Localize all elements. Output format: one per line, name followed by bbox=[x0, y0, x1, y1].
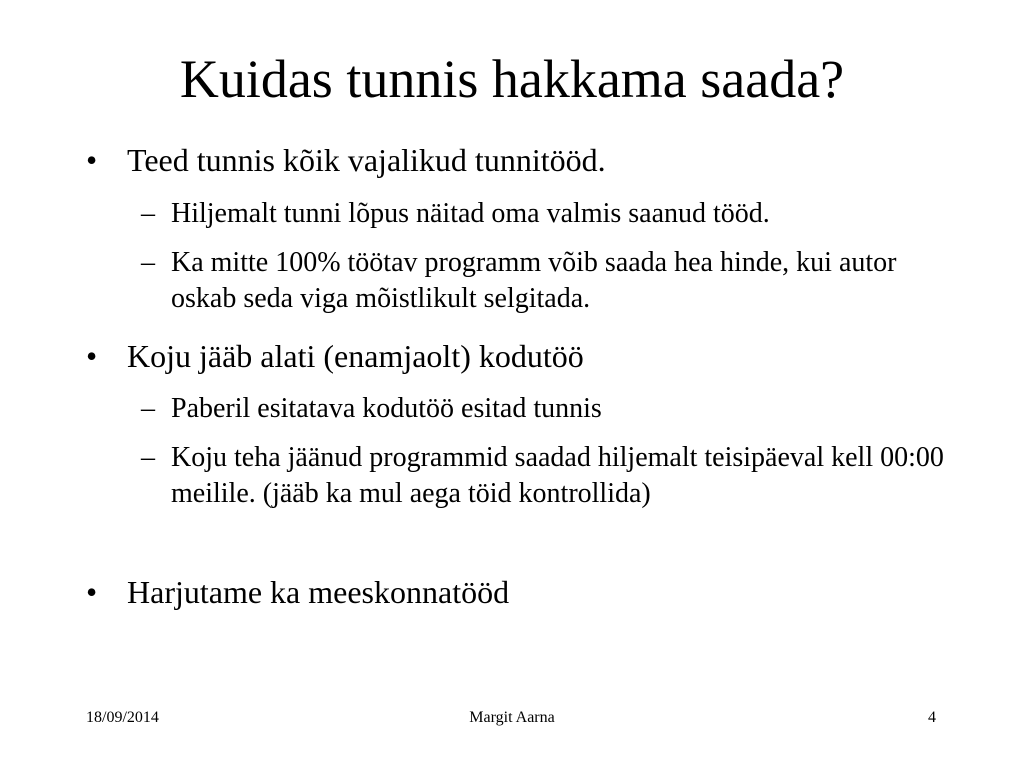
bullet-text: Harjutame ka meeskonnatööd bbox=[127, 574, 510, 610]
sub-bullet-text: Koju teha jäänud programmid saadad hiljemalt teisipäeval kell 00:00 meilile. (jääb ka mul aega töid kontrollida) bbox=[171, 442, 944, 509]
sub-bullet-marker: – bbox=[141, 393, 155, 424]
sub-bullet-text: Ka mitte 100% töötav programm võib saada hea hinde, kui autor oskab seda viga mõistlikult selgitada. bbox=[171, 247, 897, 314]
bullet-marker: • bbox=[86, 142, 98, 178]
bullet-text: Teed tunnis kõik vajalikud tunnitööd. bbox=[127, 142, 606, 178]
footer-date: 18/09/2014 bbox=[86, 709, 159, 726]
footer-author: Margit Aarna bbox=[469, 709, 555, 726]
sub-bullet-marker: – bbox=[141, 442, 155, 473]
bullet-text: Koju jääb alati (enamjaolt) kodutöö bbox=[127, 338, 584, 374]
sub-bullet-text: Paberil esitatava kodutöö esitad tunnis bbox=[171, 393, 602, 424]
sub-bullet-marker: – bbox=[141, 247, 155, 278]
bullet-marker: • bbox=[86, 574, 98, 610]
sub-bullet-text: Hiljemalt tunni lõpus näitad oma valmis saanud tööd. bbox=[171, 198, 770, 229]
slide-title: Kuidas tunnis hakkama saada? bbox=[179, 49, 845, 109]
sub-bullet-marker: – bbox=[141, 198, 155, 229]
footer-page-number: 4 bbox=[928, 709, 936, 726]
bullet-marker: • bbox=[86, 338, 98, 374]
